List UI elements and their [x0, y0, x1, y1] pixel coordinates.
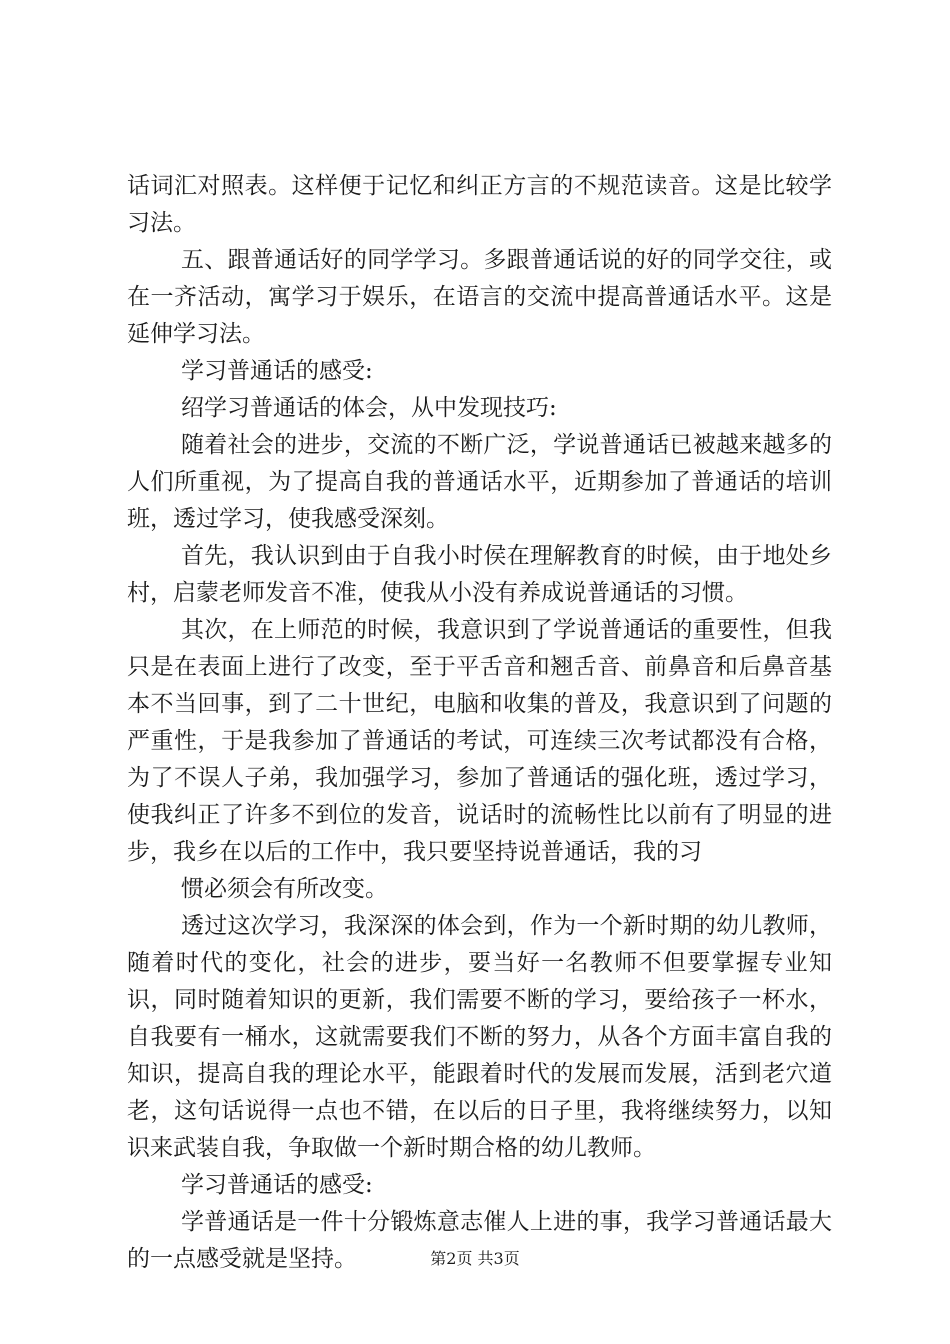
paragraph: 惯必须会有所改变。 — [181, 876, 388, 902]
paragraph: 绍学习普通话的体会，从中发现技巧: — [181, 395, 557, 421]
paragraph: 学普通话是一件十分锻炼意志催人上进的事，我学习普通话最大的一点感受就是坚持。 — [127, 1209, 832, 1272]
paragraph: 五、跟普通话好的同学学习。多跟普通话说的好的同学交往，或在一齐活动，寓学习于娱乐，在语言的交流中提高普通话水平。这是延伸学习法。 — [127, 247, 832, 347]
paragraph: 其次，在上师范的时候，我意识到了学说普通话的重要性，但我只是在表面上进行了改变，至于平舌音和翘舌音、前鼻音和后鼻音基本不当回事，到了二十世纪，电脑和收集的普及，我意识到了问题的严重性，于是我参加了普通话的考试，可连续三次考试都没有合格，为了不误人子弟，我加强学习，参加了普通话的强化班，透过学习，使我纠正了许多不到位的发音，说话时的流畅性比以前有了明显的进步，我乡在以后的工作中，我只要坚持说普通话，我的习 — [127, 617, 832, 865]
paragraph: 随着社会的进步，交流的不断广泛，学说普通话已被越来越多的人们所重视，为了提高自我的普通话水平，近期参加了普通话的培训班，透过学习，使我感受深刻。 — [127, 432, 832, 532]
paragraph: 学习普通话的感受: — [181, 358, 373, 384]
paragraph: 学习普通话的感受: — [181, 1172, 373, 1198]
document-body — [127, 168, 832, 1278]
paragraph: 首先，我认识到由于自我小时侯在理解教育的时候，由于地处乡村，启蒙老师发音不准，使我从小没有养成说普通话的习惯。 — [127, 543, 832, 606]
page-footer: 第2页 共3页 — [430, 1249, 520, 1268]
paragraph: 话词汇对照表。这样便于记忆和纠正方言的不规范读音。这是比较学习法。 — [127, 173, 832, 236]
paragraph: 透过这次学习，我深深的体会到，作为一个新时期的幼儿教师，随着时代的变化，社会的进步，要当好一名教师不但要掌握专业知识，同时随着知识的更新，我们需要不断的学习，要给孩子一杯水，自我要有一桶水，这就需要我们不断的努力，从各个方面丰富自我的知识，提高自我的理论水平，能跟着时代的发展而发展，活到老穴道老，这句话说得一点也不错，在以后的日子里，我将继续努力，以知识来武装自我，争取做一个新时期合格的幼儿教师。 — [127, 913, 832, 1161]
